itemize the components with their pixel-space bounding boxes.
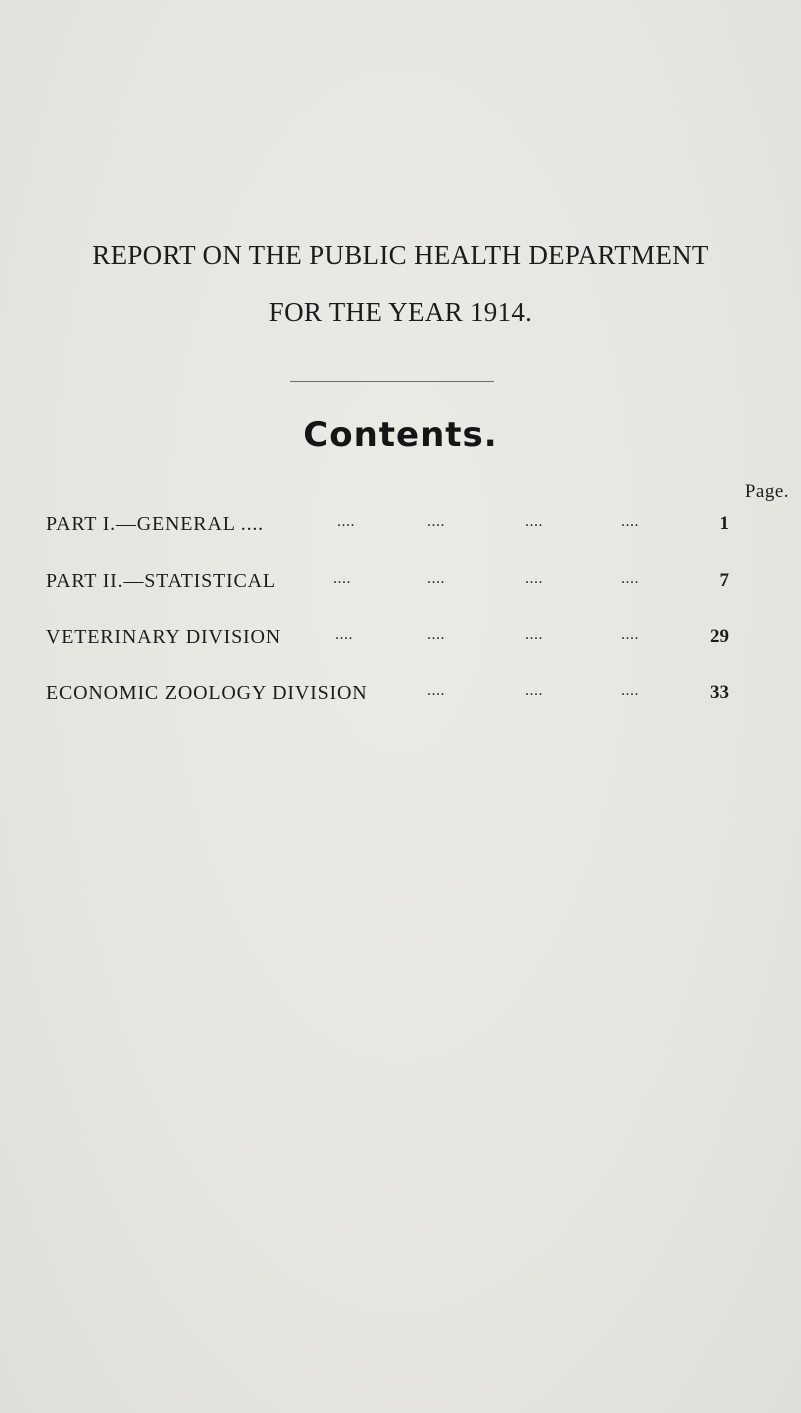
toc-leader: .... [427, 513, 445, 530]
toc-entry [0, 682, 801, 710]
toc-entry-page: 33 [710, 682, 729, 703]
toc-leader: .... [427, 626, 445, 643]
toc-leader: .... [525, 626, 543, 643]
toc-entry-page: 29 [710, 626, 729, 647]
toc-leader: .... [427, 682, 445, 699]
toc-leader: .... [333, 570, 351, 587]
toc-entry-label: ECONOMIC ZOOLOGY DIVISION [46, 682, 368, 704]
toc-leader: .... [621, 626, 639, 643]
toc-leader: .... [337, 513, 355, 530]
toc-entry-label: VETERINARY DIVISION [46, 626, 281, 648]
toc-entry [0, 570, 801, 598]
toc-entry-label: PART II.—STATISTICAL [46, 570, 276, 592]
report-title-line-2: FOR THE YEAR 1914. [268, 297, 533, 327]
toc-entry [0, 513, 801, 541]
toc-entry-page: 7 [719, 570, 729, 591]
toc-entry-page: 1 [719, 513, 729, 534]
toc-leader: .... [335, 626, 353, 643]
toc-leader: .... [621, 513, 639, 530]
toc-leader: .... [525, 570, 543, 587]
toc-leader: .... [621, 570, 639, 587]
page-column-header: Page. [744, 481, 789, 502]
divider-rule [290, 381, 494, 382]
toc-leader: .... [525, 513, 543, 530]
contents-heading: Contents. [303, 415, 498, 455]
toc-entry [0, 626, 801, 654]
report-title-line-1: REPORT ON THE PUBLIC HEALTH DEPARTMENT [92, 240, 709, 270]
toc-leader: .... [621, 682, 639, 699]
toc-leader: .... [525, 682, 543, 699]
toc-leader: .... [427, 570, 445, 587]
toc-entry-label: PART I.—GENERAL .... [46, 513, 264, 535]
